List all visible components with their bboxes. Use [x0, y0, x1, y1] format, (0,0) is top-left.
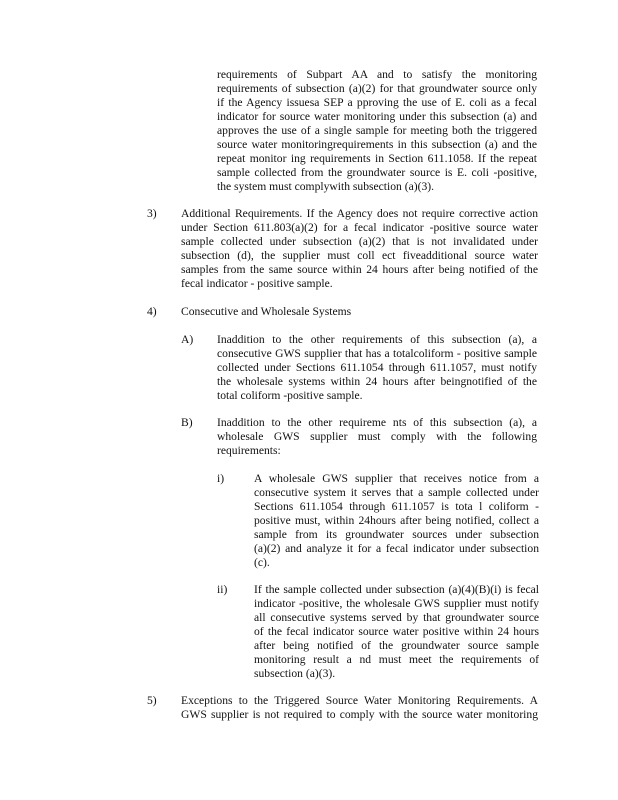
text-line: after being notified of the groundwater source sample	[254, 639, 539, 652]
text-line: if the Agency issuesa SEP a pproving the use of E. coli as a fecal	[217, 96, 537, 109]
item-5-marker: 5)	[147, 694, 157, 707]
text-line: (a)(2) and analyze it for a fecal indicator under subsection	[254, 542, 539, 555]
item-4-heading	[181, 305, 538, 319]
text-line: If the sample collected under subsection (a)(4)(B)(i) is fecal	[254, 583, 539, 596]
item-3-marker: 3)	[147, 207, 157, 220]
item-4b-marker: B)	[181, 416, 193, 429]
text-line: fecal indicator - positive sample.	[181, 277, 333, 290]
item-4b-ii-marker: ii)	[217, 583, 228, 596]
text-line: subsection (d), the supplier must coll ect fiveadditional source water	[181, 249, 538, 262]
text-line: GWS supplier is not required to comply with the source water monitoring	[181, 708, 538, 721]
item-4b-ii-paragraph	[254, 583, 539, 681]
text-line: of the fecal indicator source water positive within 24 hours	[254, 625, 539, 638]
text-line: requirements of subsection (a)(2) for that groundwater source only	[217, 82, 537, 95]
text-line: the wholesale systems within 24 hours after beingnotified of the	[217, 375, 537, 388]
text-line: requirements:	[217, 444, 281, 457]
item-4b-i-marker: i)	[217, 472, 225, 485]
text-line: sample collected from the groundwater source is E. coli -positive,	[217, 166, 537, 179]
text-line: Exceptions to the Triggered Source Water Monitoring Requirements. A	[181, 694, 538, 707]
item-4b-paragraph	[217, 416, 537, 458]
text-line: source water monitoringrequirements in this subsection (a) and the	[217, 138, 537, 151]
text-line: A wholesale GWS supplier that receives notice from a	[254, 472, 539, 485]
text-line: collected under Sections 611.1054 through 611.1057, must notify	[217, 361, 537, 374]
item-4-marker: 4)	[147, 305, 157, 318]
text-line: monitoring result a nd must meet the requirements of	[254, 653, 539, 666]
text-line: consecutive GWS supplier that has a totalcoliform - positive sample	[217, 347, 537, 360]
text-line: Inaddition to the other requireme nts of this subsection (a), a	[217, 416, 537, 429]
text-line: Inaddition to the other requirements of this subsection (a), a	[217, 333, 537, 346]
text-line: requirements of Subpart AA and to satisfy the monitoring	[217, 68, 537, 81]
text-line: positive must, within 24hours after being notified, collect a	[254, 514, 539, 527]
text-line: Sections 611.1054 through 611.1057 is tota l coliform -	[254, 500, 539, 513]
continued-paragraph	[217, 68, 537, 194]
text-line: consecutive system it serves that a sample collected under	[254, 486, 539, 499]
text-line: under Section 611.803(a)(2) for a fecal indicator -positive source water	[181, 221, 538, 234]
text-line: the system must complywith subsection (a)(3).	[217, 180, 435, 193]
text-line: (c).	[254, 556, 270, 569]
text-line: sample from its groundwater sources under subsection	[254, 528, 539, 541]
text-line: wholesale GWS supplier must comply with the following	[217, 430, 537, 443]
item-4a-paragraph	[217, 333, 537, 403]
text-line: approves the use of a single sample for meeting both the triggered	[217, 124, 537, 137]
text-line: indicator for source water monitoring under this subsection (a) and	[217, 110, 537, 123]
text-line: Consecutive and Wholesale Systems	[181, 305, 352, 318]
text-line: samples from the same source within 24 hours after being notified of the	[181, 263, 538, 276]
item-4b-i-paragraph	[254, 472, 539, 570]
text-line: total coliform -positive sample.	[217, 389, 363, 402]
item-5-paragraph	[181, 694, 538, 722]
text-line: Additional Requirements. If the Agency does not require corrective action	[181, 207, 538, 220]
text-line: sample collected under subsection (a)(2) that is not invalidated under	[181, 235, 538, 248]
text-line: all consecutive systems served by that groundwater source	[254, 611, 539, 624]
item-4a-marker: A)	[181, 333, 194, 346]
item-3-paragraph	[181, 207, 538, 291]
text-line: subsection (a)(3).	[254, 667, 336, 680]
text-line: repeat monitor ing requirements in Section 611.1058. If the repeat	[217, 152, 537, 165]
text-line: indicator -positive, the wholesale GWS supplier must notify	[254, 597, 539, 610]
